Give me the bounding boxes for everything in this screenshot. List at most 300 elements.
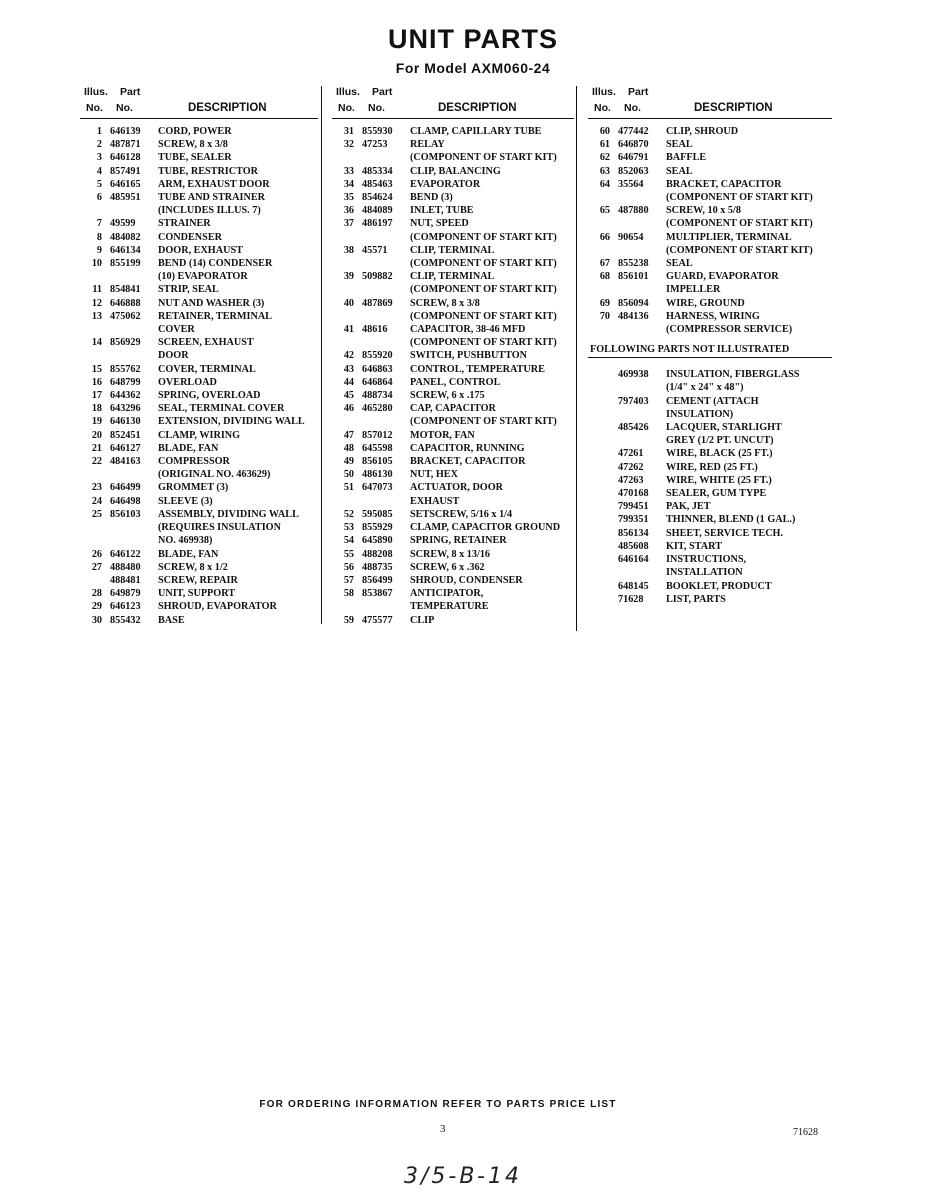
illus-number: 64 [599,178,610,190]
part-row [588,395,832,408]
part-description: BEND (14) CONDENSER [158,258,273,270]
part-row [80,468,318,481]
part-description: RETAINER, TERMINAL [158,310,272,322]
part-description: SEAL, TERMINAL COVER [158,403,285,415]
illus-number [332,310,354,323]
part-row [332,495,574,508]
part-description: STRIP, SEAL [158,284,219,296]
part-number: 470168 [618,488,649,500]
part-number: 48616 [362,324,388,336]
part-row [80,600,318,613]
part-description: ACTUATOR, DOOR [410,482,504,494]
illus-number: 21 [91,442,102,454]
model-subtitle: For Model AXM060-24 [395,60,551,76]
part-number: 484163 [110,456,141,468]
part-number: 595085 [362,508,393,520]
illus-number: 4 [96,165,102,177]
part-number: 857012 [362,429,393,441]
part-description: CLIP, TERMINAL [410,244,495,256]
part-description: NUT, SPEED [410,218,469,230]
part-row [80,481,318,494]
part-number [610,408,666,421]
part-row [588,138,832,151]
illus-number: 49 [343,456,354,468]
part-description: CLAMP, WIRING [158,429,241,441]
illus-no-label: No. [338,102,355,114]
part-description: THINNER, BLEND (1 GAL.) [666,514,796,526]
illus-number: 39 [343,271,354,283]
part-description: BAFFLE [666,152,707,164]
part-number: 855238 [618,258,649,270]
part-row [80,574,318,587]
illus-number: 29 [91,601,102,613]
part-description: SPRING, OVERLOAD [158,390,261,402]
illus-number: 65 [599,205,610,217]
part-number: 488481 [110,574,141,586]
parts-column-2 [332,86,574,627]
part-description: BASE [158,614,185,626]
illus-number [588,421,610,434]
part-row [80,138,318,151]
part-row [588,381,832,394]
part-number: 853867 [362,588,393,600]
part-row [332,389,574,402]
part-description: LIST, PARTS [666,593,726,605]
part-description: COMPRESSOR [158,456,230,468]
part-row [588,125,832,138]
part-no-label: No. [368,102,385,114]
part-description: (COMPRESSOR SERVICE) [666,324,793,336]
part-number: 646165 [110,178,141,190]
handwritten-note: 3/5-B-14 [404,1164,522,1189]
illus-number: 33 [343,165,354,177]
part-number: 646134 [110,244,141,256]
part-row [80,231,318,244]
part-row [588,191,832,204]
part-description: SHROUD, CONDENSER [410,574,523,586]
part-description: CLAMP, CAPACITOR GROUND [410,522,561,534]
part-row [80,363,318,376]
part-number: 646870 [618,139,649,151]
part-number [102,204,158,217]
part-number [102,521,158,534]
part-description: (COMPONENT OF START KIT) [410,416,557,428]
part-number: 646164 [618,554,649,566]
part-row [80,587,318,600]
illus-number: 25 [91,508,102,520]
part-number: 646791 [618,152,649,164]
part-number: 856094 [618,297,649,309]
part-number: 644362 [110,390,141,402]
part-description: (ORIGINAL NO. 463629) [158,469,271,481]
part-number [610,217,666,230]
part-row [588,527,832,540]
part-description: SCREW, 8 x 3/8 [410,297,480,309]
illus-number [588,191,610,204]
part-row [332,442,574,455]
part-number: 485334 [362,165,393,177]
part-row [332,336,574,349]
illus-number: 27 [91,561,102,573]
illus-number: 20 [91,429,102,441]
part-number: 90654 [618,231,644,243]
part-description: CLIP, BALANCING [410,165,501,177]
part-number: 475062 [110,310,141,322]
part-description: SCREW, 10 x 5/8 [666,205,741,217]
part-number: 646122 [110,548,141,560]
illus-number: 42 [343,350,354,362]
ordering-footer: FOR ORDERING INFORMATION REFER TO PARTS PRICE LIST [259,1099,617,1110]
parts-column-1 [80,86,318,627]
illus-number: 45 [343,390,354,402]
part-description: CONDENSER [158,231,222,243]
part-no-label: No. [624,102,641,114]
part-row [332,297,574,310]
part-description: HARNESS, WIRING [666,310,760,322]
part-row [588,580,832,593]
part-number: 856929 [110,337,141,349]
part-description: NUT, HEX [410,469,458,481]
part-description: SCREW, 8 x 1/2 [158,561,228,573]
part-description: SCREW, 8 x 3/8 [158,139,228,151]
part-row [588,244,832,257]
part-number [354,336,410,349]
part-description: (COMPONENT OF START KIT) [666,192,813,204]
illus-number: 63 [599,165,610,177]
illus-number [588,540,610,553]
part-row [80,165,318,178]
part-row [588,204,832,217]
part-description: COVER, TERMINAL [158,363,256,375]
part-number: 855432 [110,614,141,626]
part-row [332,138,574,151]
part-number [354,151,410,164]
part-number: 646127 [110,442,141,454]
column-divider [321,86,322,624]
illus-number [332,600,354,613]
part-row [80,349,318,362]
part-row [80,283,318,296]
illus-no-label: No. [594,102,611,114]
part-description: KIT, START [666,540,722,552]
part-number [354,600,410,613]
part-row [332,191,574,204]
part-number: 35564 [618,178,644,190]
illus-number: 48 [343,442,354,454]
part-number: 856103 [110,508,141,520]
part-description: (COMPONENT OF START KIT) [666,244,813,256]
part-number [354,283,410,296]
illus-number: 28 [91,588,102,600]
illus-number: 56 [343,561,354,573]
part-number: 855929 [362,522,393,534]
illus-number: 53 [343,522,354,534]
part-number: 646498 [110,495,141,507]
part-row [332,600,574,613]
part-no-label: No. [116,102,133,114]
part-description: EXTENSION, DIVIDING WALL [158,416,305,428]
description-label: DESCRIPTION [438,102,517,114]
illus-number [588,283,610,296]
part-number [102,349,158,362]
part-row [332,548,574,561]
column-header [332,86,574,119]
illus-number [80,574,102,587]
part-row [332,244,574,257]
part-number: 856105 [362,456,393,468]
illus-number [80,349,102,362]
part-description: CLIP, TERMINAL [410,271,495,283]
part-row [332,270,574,283]
illus-number: 16 [91,376,102,388]
part-description: ASSEMBLY, DIVIDING WALL [158,508,299,520]
part-description: SETSCREW, 5/16 x 1/4 [410,508,513,520]
part-number: 488208 [362,548,393,560]
part-description: TUBE AND STRAINER [158,192,265,204]
part-number: 646864 [362,376,393,388]
part-number: 485608 [618,540,649,552]
part-number [610,323,666,336]
part-number: 646123 [110,601,141,613]
part-description: GREY (1/2 PT. UNCUT) [666,435,774,447]
illus-number [588,434,610,447]
part-row [80,442,318,455]
part-row [588,447,832,460]
illus-number: 36 [343,205,354,217]
part-description: DOOR, EXHAUST [158,244,243,256]
part-row [332,151,574,164]
part-row [80,455,318,468]
part-number: 645598 [362,442,393,454]
illus-number: 31 [343,126,354,137]
part-number [354,495,410,508]
part-number: 649879 [110,588,141,600]
part-number: 646139 [110,126,141,137]
part-number [610,434,666,447]
illus-number: 37 [343,218,354,230]
part-row [80,389,318,402]
part-row [588,231,832,244]
illus-number [332,257,354,270]
part-row [80,125,318,138]
illus-number: 15 [91,363,102,375]
part-description: WIRE, GROUND [666,297,745,309]
illus-number: 40 [343,297,354,309]
part-row [588,297,832,310]
not-illustrated-list [588,368,832,606]
part-description: WIRE, RED (25 FT.) [666,461,758,473]
part-row [588,461,832,474]
part-row [588,270,832,283]
part-number [102,468,158,481]
not-illustrated-header: FOLLOWING PARTS NOT ILLUSTRATED [588,342,832,358]
part-number: 484089 [362,205,393,217]
part-number: 487880 [618,205,649,217]
part-number: 485426 [618,422,649,434]
part-number: 488735 [362,561,393,573]
part-description: SEAL [666,165,693,177]
illus-number: 17 [91,390,102,402]
part-description: INSTALLATION [666,567,743,579]
part-description: (COMPONENT OF START KIT) [410,310,557,322]
page-title: UNIT PARTS [388,24,558,54]
illus-number [588,368,610,381]
part-description: SCREW, 6 x .362 [410,561,485,573]
illus-number: 18 [91,403,102,415]
illus-number [588,381,610,394]
part-number [610,191,666,204]
part-row [588,217,832,230]
part-description: (COMPONENT OF START KIT) [410,337,557,349]
part-description: CLIP, SHROUD [666,126,739,137]
column-header [80,86,318,119]
illus-number: 23 [91,482,102,494]
description-label: DESCRIPTION [188,102,267,114]
illus-number [332,415,354,428]
parts-list [80,125,318,627]
part-row [80,521,318,534]
part-description: IMPELLER [666,284,721,296]
part-number: 475577 [362,614,393,626]
part-number: 488734 [362,390,393,402]
part-description: CONTROL, TEMPERATURE [410,363,545,375]
part-row [588,151,832,164]
illus-number [588,527,610,540]
part-number: 47263 [618,474,644,486]
part-description: SLEEVE (3) [158,495,213,507]
part-number: 648799 [110,376,141,388]
illus-number: 11 [92,284,102,296]
part-description: DOOR [158,350,189,362]
part-description: CLAMP, CAPILLARY TUBE [410,126,542,137]
part-row [332,508,574,521]
illus-number: 5 [96,178,102,190]
part-number: 487869 [362,297,393,309]
part-row [588,487,832,500]
illus-number: 47 [343,429,354,441]
part-description: EVAPORATOR [410,178,481,190]
part-row [332,455,574,468]
illus-number: 32 [343,139,354,151]
illus-number: 3 [96,152,102,164]
illus-number: 26 [91,548,102,560]
illus-number: 2 [96,139,102,151]
part-row [80,270,318,283]
part-description: UNIT, SUPPORT [158,588,235,600]
illus-number [588,447,610,460]
illus-number: 57 [343,574,354,586]
part-description: BOOKLET, PRODUCT [666,580,772,592]
part-description: CAP, CAPACITOR [410,403,496,415]
column-header [588,86,832,119]
part-number: 856101 [618,271,649,283]
illus-number: 52 [343,508,354,520]
illus-number [332,231,354,244]
illus-label: Illus. [84,86,108,98]
illus-number: 66 [599,231,610,243]
part-description: SEALER, GUM TYPE [666,488,767,500]
part-description: CAPACITOR, RUNNING [410,442,525,454]
illus-number [80,323,102,336]
part-row [588,310,832,323]
page-number: 3 [440,1123,446,1135]
part-description: (COMPONENT OF START KIT) [666,218,813,230]
part-description: TUBE, RESTRICTOR [158,165,259,177]
part-description: INLET, TUBE [410,205,474,217]
part-description: WIRE, WHITE (25 FT.) [666,474,772,486]
part-number [610,283,666,296]
illus-number: 68 [599,271,610,283]
part-description: LACQUER, STARLIGHT [666,422,782,434]
part-description: BEND (3) [410,192,453,204]
part-row [80,310,318,323]
column-divider [576,86,577,631]
part-row [80,257,318,270]
illus-number: 38 [343,244,354,256]
part-row [588,593,832,606]
parts-list [332,125,574,627]
part-number: 855762 [110,363,141,375]
part-number: 485463 [362,178,393,190]
part-row [332,376,574,389]
part-row [332,587,574,600]
part-number: 852451 [110,429,141,441]
part-number: 799351 [618,514,649,526]
part-number [354,310,410,323]
part-row [332,534,574,547]
part-row [588,178,832,191]
part-description: STRAINER [158,218,211,230]
part-number [354,257,410,270]
illus-number: 24 [91,495,102,507]
part-row [332,231,574,244]
part-row [332,468,574,481]
illus-number: 13 [91,310,102,322]
illus-number [80,270,102,283]
part-number: 487871 [110,139,141,151]
illus-number: 7 [96,218,102,230]
illus-number [588,217,610,230]
part-row [80,508,318,521]
part-description: SCREEN, EXHAUST [158,337,254,349]
illus-number [588,244,610,257]
description-label: DESCRIPTION [694,102,773,114]
part-row [588,540,832,553]
part-description: TEMPERATURE [410,601,489,613]
part-number: 646499 [110,482,141,494]
part-row [588,500,832,513]
part-number [102,270,158,283]
part-row [80,297,318,310]
illus-number: 14 [91,337,102,349]
part-description: ANTICIPATOR, [410,588,484,600]
illus-number [80,534,102,547]
part-description: COVER [158,324,195,336]
illus-number: 60 [599,126,610,137]
part-description: BLADE, FAN [158,548,219,560]
part-row [332,614,574,627]
part-row [332,402,574,415]
part-row [80,217,318,230]
part-row [80,244,318,257]
part-number: 486130 [362,469,393,481]
illus-number [332,336,354,349]
part-number: 485951 [110,192,141,204]
illus-number [332,283,354,296]
illus-number [588,474,610,487]
part-description: CAPACITOR, 38-46 MFD [410,324,526,336]
part-row [80,548,318,561]
